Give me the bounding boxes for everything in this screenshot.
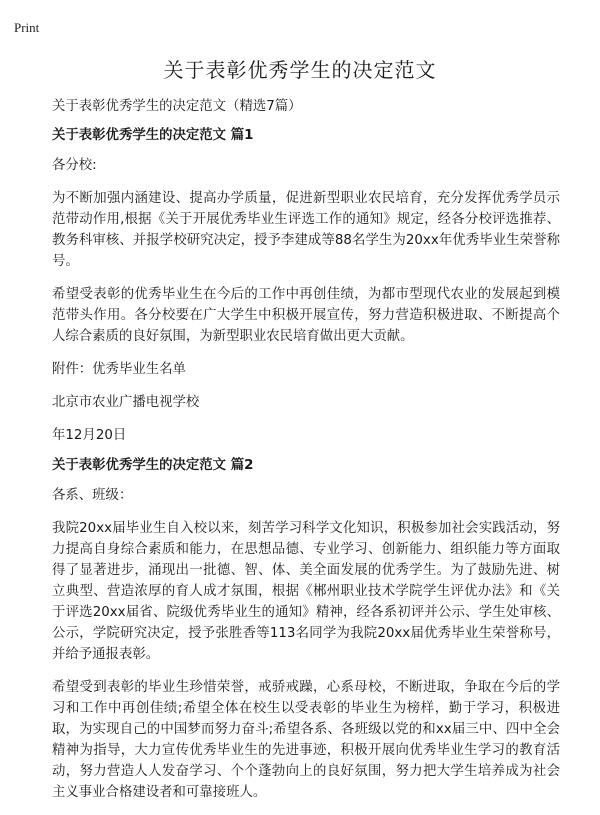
page-title: 关于表彰优秀学生的决定范文	[163, 58, 437, 82]
section-1-heading: 关于表彰优秀学生的决定范文 篇1	[52, 128, 254, 143]
section-2-salutation: 各系、班级：	[52, 488, 133, 503]
section-2-paragraph-1: 我院20xx届毕业生自入校以来，刻苦学习科学文化知识，积极参加社会实践活动，努力提高自身综合素质和能力，在思想品德、专业学习、创新能力、组织能力等方面取得了显著进步，涌现出一批德、智、体、美全面发展的优秀学生。为了鼓励先进、树立典型、营造浓厚的育人成才氛围，根据《郴州职业技术学院学生评优办法》和《关于评选20xx届省、院级优秀毕业生的通知》精神，经各系初评并公示、学生处审核、公示，学院研究决定，授予张胜香等113名同学为我院20xx届优秀毕业生荣誉称号，并给予通报表彰。	[52, 521, 560, 662]
print-link[interactable]: Print	[14, 20, 40, 35]
section-1-salutation: 各分校:	[52, 158, 97, 173]
section-1-paragraph-1: 为不断加强内涵建设、提高办学质量，促进新型职业农民培育，充分发挥优秀学员示范带动作用,根据《关于开展优秀毕业生评选工作的通知》规定，经各分校评选推荐、教务科审核、并报学校研究决定，授予李建成等88名学生为20xx年优秀毕业生荣誉称号。	[52, 191, 560, 269]
section-1-attachment: 附件：优秀毕业生名单	[52, 362, 186, 377]
section-1-paragraph-2: 希望受表彰的优秀毕业生在今后的工作中再创佳绩，为都市型现代农业的发展起到模范带头作用。各分校要在广大学生中积极开展宣传，努力营造积极进取、不断提高个人综合素质的良好氛围，为新型职业农民培育做出更大贡献。	[52, 287, 560, 344]
section-1-signature: 北京市农业广播电视学校	[52, 395, 200, 410]
document-body	[52, 96, 560, 815]
section-2-paragraph-2: 希望受到表彰的毕业生珍惜荣誉，戒骄戒躁，心系母校，不断进取，争取在今后的学习和工作中再创佳绩;希望全体在校生以受表彰的毕业生为榜样，勤于学习，积极进取，为实现自己的中国梦而努力奋斗;希望各系、各班级以党的和xx届三中、四中全会精神为指导，大力宣传优秀毕业生的先进事迹，积极开展向优秀毕业生学习的教育活动，努力营造人人发奋学习、个个蓬勃向上的良好氛围，努力把大学生培养成为社会主义事业合格建设者和可靠接班人。	[52, 680, 560, 800]
document-subtitle: 关于表彰优秀学生的决定范文（精选7篇）	[52, 99, 302, 114]
section-2-heading: 关于表彰优秀学生的决定范文 篇2	[52, 458, 254, 473]
section-1-date: 年12月20日	[52, 428, 127, 443]
